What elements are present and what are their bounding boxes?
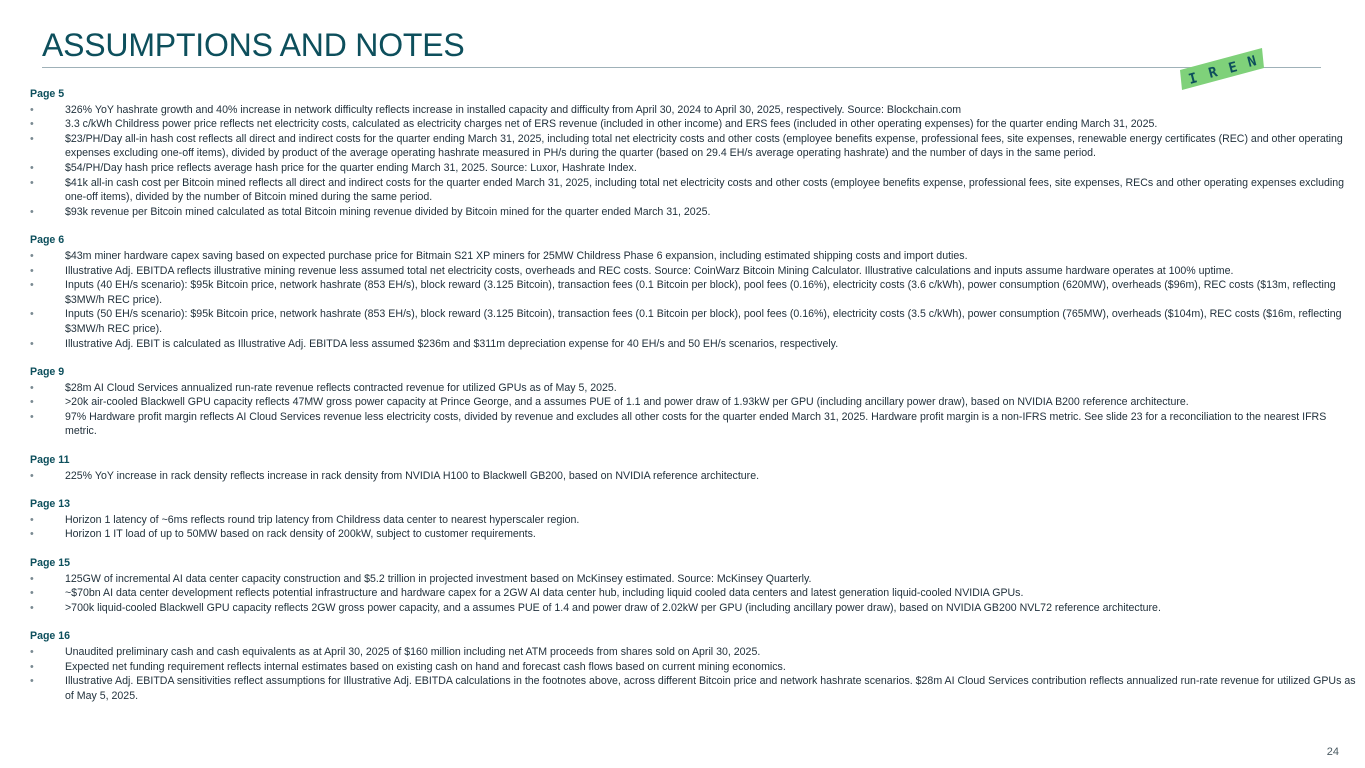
note-text: ~$70bn AI data center development reflects potential infrastructure and hardware capex for a 2GW AI data center hub, including liquid cooled data centers and latest generation liquid-cooled NVIDIA GPUs. [65,587,1024,600]
note-text: 125GW of incremental AI data center capacity construction and $5.2 trillion in projected investment based on McKinsey estimated. Source: McKinsey Quarterly. [65,572,812,585]
note-text: >700k liquid-cooled Blackwell GPU capacity reflects 2GW gross power capacity, and a assumes PUE of 1.4 and power draw of 2.02kW per GPU (including ancillary power draw), based on NVIDIA GB200 NVL72 reference architecture. [65,601,1161,614]
note-item [30,381,1360,396]
bullet-icon: • [30,601,34,614]
notes-list [30,103,1360,220]
note-item [30,513,1360,528]
logo-letter: R [1206,64,1220,82]
note-text: Illustrative Adj. EBITDA reflects illustrative mining revenue less assumed total net electricity costs, overheads and REC costs. Source: CoinWarz Bitcoin Mining Calculator. Illustrative calculations and inputs assume hardware operates at 100% uptime. [65,264,1234,277]
note-text: 225% YoY increase in rack density reflects increase in rack density from NVIDIA H100 to Blackwell GB200, based on NVIDIA reference architecture. [65,469,760,482]
bullet-icon: • [30,308,34,321]
section-page-label: Page 11 [30,454,70,467]
note-item [30,264,1360,279]
bullet-icon: • [30,249,34,262]
bullet-icon: • [30,279,34,292]
section-page-label: Page 16 [30,630,71,643]
note-item [30,469,1360,484]
bullet-icon: • [30,675,34,688]
notes-section [30,87,1360,219]
note-text: $93k revenue per Bitcoin mined calculated as total Bitcoin mining revenue divided by Bitcoin mined for the quarter ended March 31, 2025. [65,205,711,218]
note-text: Inputs (50 EH/s scenario): $95k Bitcoin price, network hashrate (853 EH/s), block reward (3.125 Bitcoin), transaction fees (0.1 Bitcoin per block), pool fees (0.16%), electricity costs (3.5 c/kWh), power consumption (765MW), overheads ($104m), REC costs ($16m, reflecting $3MW/h REC price). [65,308,1342,335]
note-text: Unaudited preliminary cash and cash equivalents as at April 30, 2025 of $160 million including net ATM proceeds from shares sold on April 30, 2025. [65,646,761,658]
note-item [30,586,1360,601]
note-text: Expected net funding requirement reflects internal estimates based on existing cash on hand and forecast cash flows based on current mining economics. [65,660,786,673]
bullet-icon: • [30,410,34,423]
note-item [30,176,1360,205]
note-item [30,601,1360,616]
bullet-icon: • [30,469,34,482]
bullet-icon: • [30,396,34,409]
note-text: Illustrative Adj. EBIT is calculated as Illustrative Adj. EBITDA less assumed $236m and $311m depreciation expense for 40 EH/s and 50 EH/s scenarios, respectively. [65,337,839,350]
section-page-label: Page 9 [30,366,65,379]
note-item [30,660,1360,675]
notes-list [30,249,1360,351]
notes-section [30,453,1360,483]
note-item [30,205,1360,220]
logo-letter: N [1245,53,1259,71]
bullet-icon: • [30,660,34,673]
bullet-icon: • [30,513,34,526]
bullet-icon: • [30,381,34,394]
bullet-icon: • [30,132,34,145]
note-text: Horizon 1 IT load of up to 50MW based on rack density of 200kW, subject to customer requirements. [65,528,536,541]
note-item [30,674,1360,703]
note-text: 326% YoY hashrate growth and 40% increase in network difficulty reflects increase in installed capacity and difficulty from April 30, 2024 to April 30, 2025, respectively. Source: Blockchain.com [65,103,962,116]
bullet-icon: • [30,161,34,174]
bullet-icon: • [30,176,34,189]
note-text: 97% Hardware profit margin reflects AI Cloud Services revenue less electricity costs, divided by revenue and excludes all other costs for the quarter ended March 31, 2025. Hardware profit margin is a non-IFRS metric. See slide 23 for a reconciliation to the nearest IFRS metric. [65,410,1327,438]
note-text: $54/PH/Day hash price reflects average hash price for the quarter ending March 31, 2025. Source: Luxor, Hashrate Index. [65,161,637,174]
note-text: $43m miner hardware capex saving based on expected purchase price for Bitmain S21 XP miners for 25MW Childress Phase 6 expansion, including estimated shipping costs and import duties. [65,249,968,262]
notes-list [30,572,1360,616]
notes-content [30,87,1360,717]
notes-list [30,469,1360,484]
section-page-label: Page 13 [30,498,71,511]
note-text: Inputs (40 EH/s scenario): $95k Bitcoin price, network hashrate (853 EH/s), block reward (3.125 Bitcoin), transaction fees (0.1 Bitcoin per block), pool fees (0.16%), electricity costs (3.6 c/kWh), power consumption (620MW), overheads ($96m), REC costs ($13m, reflecting $3MW/h REC price). [65,279,1336,306]
section-page-label: Page 5 [30,88,65,100]
notes-section [30,629,1360,703]
bullet-icon: • [30,118,34,131]
note-item [30,410,1360,439]
note-text: Horizon 1 latency of ~6ms reflects round trip latency from Childress data center to nearest hyperscaler region. [65,513,580,526]
section-page-label: Page 15 [30,557,71,570]
note-item [30,278,1360,307]
title-divider [42,67,1321,68]
logo-letter: I [1186,70,1200,88]
note-text: $28m AI Cloud Services annualized run-rate revenue reflects contracted revenue for utilized GPUs as of May 5, 2025. [65,381,617,394]
bullet-icon: • [30,264,34,277]
iren-logo [1178,46,1264,92]
note-item [30,572,1360,587]
note-item [30,645,1360,660]
section-page-label: Page 6 [30,234,65,247]
note-item [30,395,1360,410]
note-item [30,337,1360,352]
note-item [30,249,1360,264]
notes-list [30,645,1360,703]
logo-letter: E [1226,59,1240,77]
bullet-icon: • [30,528,34,541]
note-text: >20k air-cooled Blackwell GPU capacity reflects 47MW gross power capacity at Prince George, and a assumes PUE of 1.1 and power draw of 1.93kW per GPU (including ancillary power draw), based on NVIDIA B200 reference architecture. [65,396,1189,409]
notes-section [30,365,1360,439]
note-item [30,132,1360,161]
page-title: ASSUMPTIONS AND NOTES [42,27,465,63]
notes-list [30,381,1360,439]
bullet-icon: • [30,646,34,658]
note-text: $41k all-in cash cost per Bitcoin mined reflects all direct and indirect costs for the quarter ended March 31, 2025, including total net electricity costs and other costs (employee benefits expense, professional fees, site expenses, RECs and other operating expenses excluding one-off items), divided by the number of Bitcoin mined during the same period. [65,176,1345,204]
notes-section [30,556,1360,615]
notes-list [30,513,1360,542]
note-item [30,527,1360,542]
notes-section [30,233,1360,351]
bullet-icon: • [30,587,34,600]
note-text: Illustrative Adj. EBITDA sensitivities reflect assumptions for Illustrative Adj. EBITDA calculations in the footnotes above, across different Bitcoin price and network hashrate scenarios. $28m AI Cloud Services contribution reflects annualized run-rate revenue for utilized GPUs as of May 5, 2025. [65,675,1356,702]
note-item [30,161,1360,176]
bullet-icon: • [30,205,34,218]
note-text: 3.3 c/kWh Childress power price reflects net electricity costs, calculated as electricity charges net of ERS revenue (included in other income) and ERS fees (included in other operating expenses) for the quarter ending March 31, 2025. [65,118,1158,131]
note-item [30,307,1360,336]
note-item [30,103,1360,118]
bullet-icon: • [30,337,34,350]
bullet-icon: • [30,103,34,116]
note-item [30,117,1360,132]
note-text: $23/PH/Day all-in hash cost reflects all direct and indirect costs for the quarter ending March 31, 2025, including total net electricity costs and other costs (employee benefits expense, professional fees, site expenses, renewable energy certificates (REC) and other operating expenses excluding one-off items), divided by product of the average operating hashrate measured in PH/s during the quarter (based on 29.4 EH/s average operating hashrate) and the number of days in the same period. [65,132,1343,160]
bullet-icon: • [30,572,34,585]
notes-section [30,497,1360,542]
page-number: 24 [1326,746,1339,758]
